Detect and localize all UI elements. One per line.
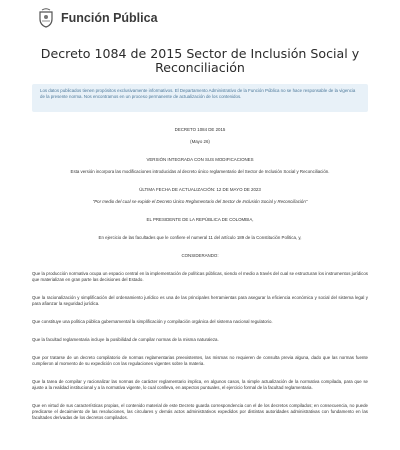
decree-purpose: "Por medio del cual se expide el Decreto Único Reglamentario del Sector de Inclusión Social y Reconciliación" (92, 199, 308, 204)
considering-heading: CONSIDERANDO: (181, 253, 219, 258)
considering-paragraph: Que por tratarse de un decreto compilatorio de normas reglamentarias preexistentes, las mismas no requieren de consulta previa alguna, dado que las normas fuente cumplieron al momento de su expedición con las regulaciones vigentes sobre la materia. (32, 355, 368, 366)
page-title: Decreto 1084 de 2015 Sector de Inclusión Social y Reconciliación (40, 46, 360, 75)
version-note: Esta versión incorpora las modificaciones introducidas al decreto único reglamentario del Sector de Inclusión Social y Reconciliación. (70, 169, 330, 174)
site-header (37, 8, 158, 28)
considering-paragraph: Que la producción normativa ocupa un espacio central en la implementación de políticas públicas, siendo el medio a través del cual se estructuran los instrumentos jurídicos que materializan en gran parte las decisiones del Estado. (32, 271, 368, 282)
decree-document (32, 120, 368, 433)
faculties-line: En ejercicio de las facultades que le confiere el numeral 11 del artículo 189 de la Constitución Política, y, (98, 235, 302, 240)
coat-of-arms-icon[interactable] (37, 8, 55, 28)
decree-date: (Mayo 26) (190, 139, 210, 144)
considering-paragraph: Que la tarea de compilar y racionalizar las normas de carácter reglamentario implica, en algunos casos, la simple actualización de la normativa compilada, para que se ajuste a la realidad institucional y a la normativa vigente, lo cual conlleva, en aspectos puntuales, el ejercicio formal de la facultad reglamentaria. (32, 379, 368, 390)
considering-paragraph: Que la racionalización y simplificación del ordenamiento jurídico es una de las principales herramientas para asegurar la eficiencia económica y social del sistema legal y para afianzar la seguridad jurídica. (32, 295, 368, 306)
considering-paragraph: Que en virtud de sus características propias, el contenido material de este Decreto guarda correspondencia con el de los decretos compilados; en consecuencia, no puede predicarse el decaimiento de las resoluciones, las circulares y demás actos administrativos expedidos por distintas autoridades administrativas con fundamento en las facultades derivadas de los decretos compilados. (32, 403, 368, 420)
considering-paragraph: Que constituye una política pública gubernamental la simplificación y compilación orgánica del sistema nacional regulatorio. (32, 319, 273, 324)
version-heading: VERSIÓN INTEGRADA CON SUS MODIFICACIONES (146, 157, 254, 162)
president-line: EL PRESIDENTE DE LA REPÚBLICA DE COLOMBIA, (146, 217, 254, 222)
considering-paragraph: Que la facultad reglamentaria incluye la posibilidad de compilar normas de la misma naturaleza. (32, 337, 219, 342)
decree-heading: DECRETO 1084 DE 2015 (174, 127, 226, 132)
brand-name[interactable]: Función Pública (61, 11, 158, 25)
disclaimer-notice: Los datos publicados tienen propósitos exclusivamente informativos. El Departamento Administrativo de la Función Pública no se hace responsable de la vigencia de la presente norma. Nos encontramos en un proceso permanente de actualización de los contenidos. (32, 84, 368, 112)
last-update: ÚLTIMA FECHA DE ACTUALIZACIÓN: 12 DE MAYO DE 2023 (139, 187, 261, 192)
